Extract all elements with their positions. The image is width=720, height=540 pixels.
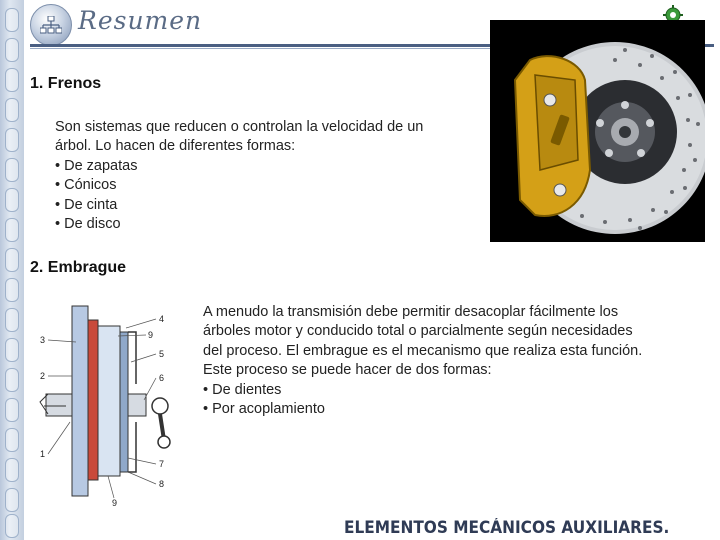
diagram-label: 2 (40, 371, 46, 381)
embrague-text (203, 303, 642, 419)
bullet-item: • Por acoplamiento (203, 401, 325, 418)
bullet-item: • De zapatas (55, 157, 138, 174)
text-line: A menudo la transmisión debe permitir desacoplar fácilmente los (203, 304, 619, 320)
text-line: árbol. Lo hacen de diferentes formas: (55, 138, 296, 155)
header-divider-thin (30, 48, 490, 49)
diagram-label: 5 (159, 349, 165, 359)
text-line: del proceso. El embrague es el mecanismo que realiza esta función. (203, 342, 643, 359)
disc-brake-photo (490, 20, 705, 242)
diagram-label: 7 (159, 459, 165, 469)
bullet-item: • De disco (55, 216, 121, 233)
diagram-label: 8 (159, 479, 165, 489)
diagram-label: 1 (40, 449, 46, 459)
diagram-label: 9 (148, 330, 154, 340)
text-line: Este proceso se puede hacer de dos formas: (203, 362, 492, 379)
left-decorative-strip (0, 0, 24, 540)
text-line: Son sistemas que reducen o controlan la velocidad de un (55, 119, 424, 135)
section-heading-embrague: 2. Embrague (30, 259, 127, 276)
bullet-item: • Cónicos (55, 177, 117, 194)
clutch-diagram (36, 302, 186, 508)
diagram-label: 3 (40, 335, 46, 345)
diagram-label: 4 (159, 314, 165, 324)
org-chart-icon (30, 4, 72, 46)
diagram-label: 6 (159, 373, 165, 383)
section-heading-frenos: 1. Frenos (30, 75, 102, 92)
diagram-label: 9 (112, 498, 118, 508)
footer-title: ELEMENTOS MECÁNICOS AUXILIARES. (344, 518, 670, 537)
bullet-item: • De dientes (203, 381, 282, 398)
page-title: Resumen (78, 6, 203, 35)
text-line: árboles motor y conducido total o parcialmente según necesidades (203, 323, 633, 340)
bullet-item: • De cinta (55, 196, 118, 213)
frenos-text (55, 118, 423, 234)
